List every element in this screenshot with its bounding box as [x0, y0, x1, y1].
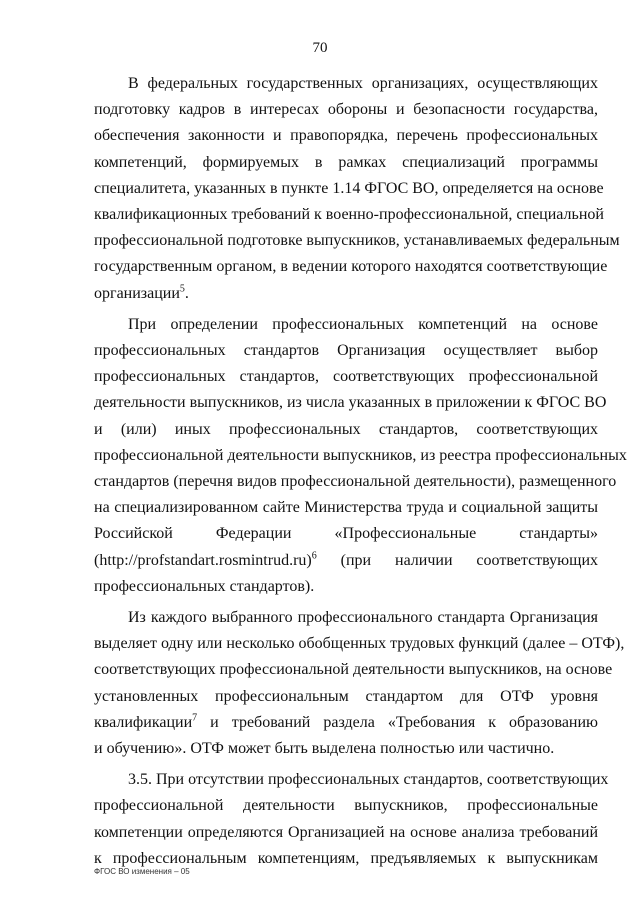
text-line: соответствующих профессиональной деятельности выпускников, на основе [94, 661, 613, 679]
text-line: государственным органом, в ведении которого находятся соответствующие [94, 258, 608, 276]
text-line: профессиональной подготовке выпускников, устанавливаемых федеральным [94, 232, 620, 250]
text-line: и обучению». ОТФ может быть выделена полностью или частично. [94, 740, 555, 758]
paragraph-3 [94, 605, 625, 762]
text-segment: организации [94, 284, 180, 302]
page-number: 70 [312, 40, 328, 56]
text-line: обеспечения законности и правопорядка, перечень профессиональных [94, 127, 598, 145]
document-footer: ФГОС ВО изменения – 05 [94, 867, 190, 876]
text-line: В федеральных государственных организациях, осуществляющих [128, 75, 598, 92]
text-line: профессиональных стандартов Организация осуществляет выбор [94, 342, 598, 360]
text-line [94, 548, 598, 574]
text-line: профессиональной деятельности выпускников, профессиональные [94, 797, 598, 815]
paragraph-4 [94, 767, 609, 872]
text-line: специалитета, указанных в пункте 1.14 ФГОС ВО, определяется на основе [94, 179, 604, 197]
text-segment: . [184, 284, 189, 302]
text-line [94, 710, 598, 736]
footnote-ref: 6 [311, 550, 317, 562]
text-line: стандартов (перечня видов профессиональной деятельности), размещенного [94, 473, 617, 491]
text-line [94, 281, 598, 307]
text-segment: (http://profstandart.rosmintrud.ru) [94, 551, 312, 569]
text-segment: квалификации [94, 713, 193, 731]
paragraph-1 [94, 71, 620, 307]
text-line: и (или) иных профессиональных стандартов, соответствующих [94, 420, 598, 438]
text-line: При определении профессиональных компетенций на основе [128, 315, 598, 333]
text-line: деятельности выпускников, из числа указанных в приложении к ФГОС ВО [94, 394, 607, 412]
text-line: к профессиональным компетенциям, предъявляемых к выпускникам [94, 849, 598, 867]
text-line: Российской Федерации «Профессиональные стандарты» [94, 525, 598, 543]
text-line: профессиональных стандартов). [94, 577, 315, 595]
text-segment: и требований раздела «Требования к образованию [197, 713, 598, 731]
text-line: профессиональных стандартов, соответствующих профессиональной [94, 368, 598, 386]
text-line: 3.5. При отсутствии профессиональных стандартов, соответствующих [128, 771, 609, 789]
footnote-ref: 5 [179, 283, 185, 295]
text-line: на специализированном сайте Министерства труда и социальной защиты [94, 499, 598, 517]
text-line: квалификационных требований к военно-профессиональной, специальной [94, 206, 604, 224]
text-line: компетенции определяются Организацией на основе анализа требований [94, 823, 598, 841]
paragraph-2 [94, 312, 627, 600]
text-segment: (при наличии соответствующих [316, 551, 598, 569]
text-line: подготовку кадров в интересах обороны и безопасности государства, [94, 101, 598, 119]
text-line: установленных профессиональным стандартом для ОТФ уровня [94, 687, 598, 705]
document-body [94, 71, 627, 872]
footnote-ref: 7 [192, 712, 198, 724]
text-line: выделяет одну или несколько обобщенных трудовых функций (далее – ОТФ), [94, 635, 625, 653]
text-line: компетенций, формируемых в рамках специализаций программы [94, 153, 598, 171]
text-line: Из каждого выбранного профессионального стандарта Организация [128, 609, 598, 627]
text-line: профессиональной деятельности выпускников, из реестра профессиональных [94, 446, 627, 464]
